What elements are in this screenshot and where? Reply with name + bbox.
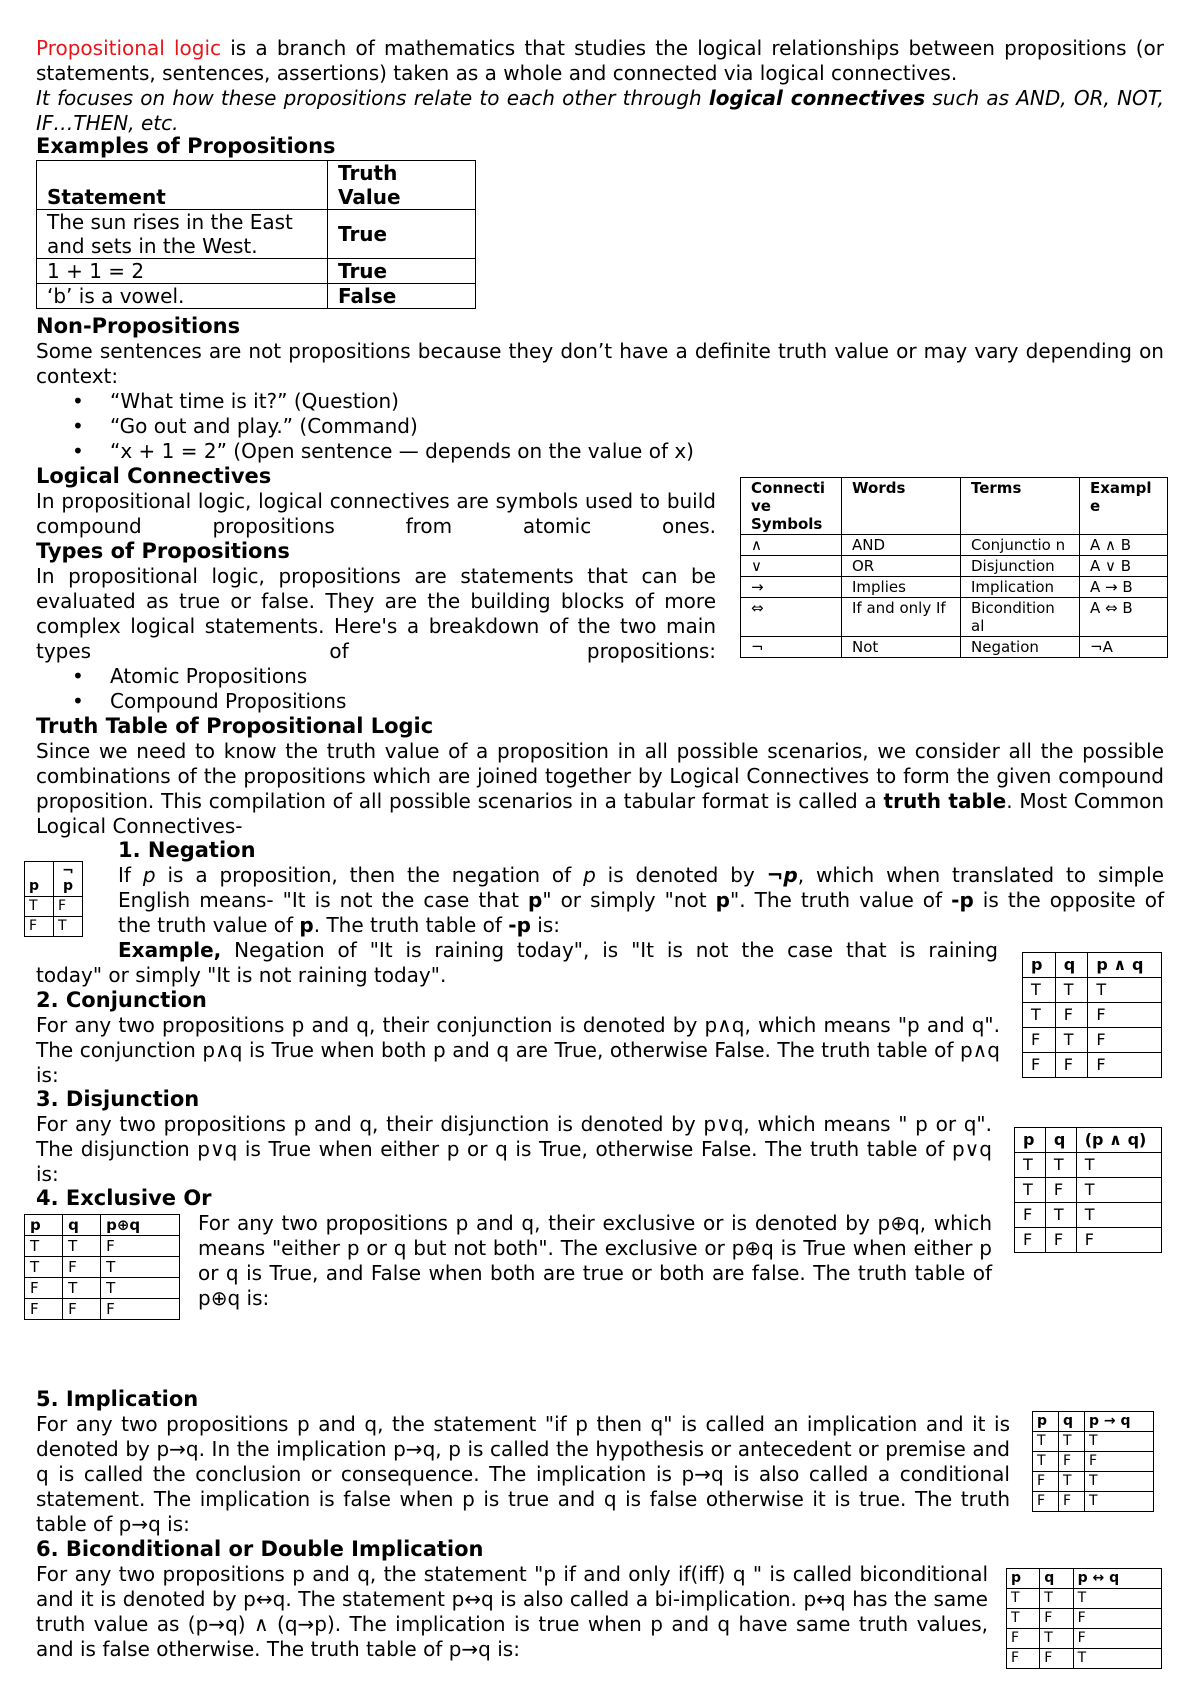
disj-cell: T xyxy=(1076,1153,1161,1178)
disjunction-header: q xyxy=(1045,1128,1076,1153)
examples-cell: ‘b’ is a vowel. xyxy=(37,284,328,309)
connectives-cell: Conjunctio n xyxy=(961,535,1080,556)
neg-t: p xyxy=(299,913,314,937)
examples-header-statement: Statement xyxy=(37,161,328,210)
list-item: • Compound Propositions xyxy=(110,689,750,714)
biconditional-heading: 6. Biconditional or Double Implication xyxy=(36,1537,484,1561)
xor-header: p xyxy=(25,1215,63,1236)
bicond-cell: F xyxy=(1040,1609,1073,1629)
disj-cell: F xyxy=(1045,1178,1076,1203)
xor-table xyxy=(24,1214,180,1320)
xor-heading: 4. Exclusive Or xyxy=(36,1186,212,1210)
neg-t: . The truth table of xyxy=(313,913,509,937)
conj-cell: F xyxy=(1023,1053,1056,1078)
conj-cell: T xyxy=(1055,1028,1088,1053)
disj-cell: F xyxy=(1015,1203,1046,1228)
disj-cell: T xyxy=(1076,1203,1161,1228)
neg-t: is denoted by xyxy=(595,863,767,887)
conj-cell: F xyxy=(1055,1053,1088,1078)
impl-cell: T xyxy=(1033,1452,1059,1472)
negation-cell: T xyxy=(25,897,54,917)
disj-cell: T xyxy=(1015,1153,1046,1178)
neg-t: p xyxy=(715,888,730,912)
examples-cell: True xyxy=(328,210,476,259)
connectives-cell: A ∧ B xyxy=(1080,535,1168,556)
neg-t: Example, xyxy=(118,938,222,962)
bicond-cell: T xyxy=(1007,1589,1040,1609)
disj-cell: T xyxy=(1045,1153,1076,1178)
examples-cell: 1 + 1 = 2 xyxy=(37,259,328,284)
non-propositions-text: Some sentences are not propositions because they don’t have a definite truth value or may vary depending on context: xyxy=(36,339,1164,388)
negation-line-2 xyxy=(118,888,1164,913)
connectives-cell: ¬A xyxy=(1080,637,1168,658)
neg-t: " or simply "not xyxy=(542,888,716,912)
negation-example-line-2: today" or simply "It is not raining today". xyxy=(36,963,447,987)
examples-header-truth: Truth Value xyxy=(328,161,476,210)
biconditional-text: For any two propositions p and q, the statement "p if and only if(iff) q " is called biconditional and it is denoted by p↔q. The statement p↔q is also called a bi-implication. p↔q has the same truth value as (p→q) ∧ (q→p). The implication is true when p and q have same truth values, and is false otherwise. The truth table of p→q is: xyxy=(36,1562,988,1661)
impl-cell: T xyxy=(1058,1472,1084,1492)
negation-line-3 xyxy=(118,913,1164,938)
impl-cell: T xyxy=(1084,1432,1153,1452)
types-text: In propositional logic, propositions are statements that can be evaluated as true or false. They are the building blocks of more complex logical statements. Here's a breakdown of the two main types of propositions: xyxy=(36,564,716,663)
connectives-cell: → xyxy=(741,577,842,598)
disj-cell: F xyxy=(1076,1228,1161,1253)
xor-cell: T xyxy=(101,1278,180,1299)
impl-cell: F xyxy=(1084,1452,1153,1472)
disj-cell: T xyxy=(1045,1203,1076,1228)
list-item: • “x + 1 = 2” (Open sentence — depends on the value of x) xyxy=(110,439,1200,464)
implication-heading: 5. Implication xyxy=(36,1387,199,1411)
neg-t: -p xyxy=(951,888,974,912)
truth-table-text-b: truth table xyxy=(883,789,1007,813)
impl-cell: T xyxy=(1084,1472,1153,1492)
connectives-cell: A ∨ B xyxy=(1080,556,1168,577)
implication-header: p → q xyxy=(1084,1412,1153,1432)
conj-cell: F xyxy=(1088,1028,1162,1053)
impl-cell: T xyxy=(1058,1432,1084,1452)
list-item: • Atomic Propositions xyxy=(110,664,750,689)
conj-cell: F xyxy=(1023,1028,1056,1053)
bicond-cell: T xyxy=(1040,1589,1073,1609)
conjunction-header: p xyxy=(1023,953,1056,978)
bicond-header: q xyxy=(1040,1569,1073,1589)
conj-cell: F xyxy=(1088,1003,1162,1028)
connectives-header: Terms xyxy=(961,478,1080,535)
xor-cell: T xyxy=(63,1236,101,1257)
xor-cell: F xyxy=(25,1299,63,1320)
truth-table-text xyxy=(36,739,1164,839)
xor-cell: T xyxy=(25,1257,63,1278)
disj-cell: T xyxy=(1015,1178,1046,1203)
connectives-cell: ⇔ xyxy=(741,598,842,637)
disjunction-heading: 3. Disjunction xyxy=(36,1087,200,1111)
connectives-cell: Not xyxy=(842,637,961,658)
implication-table xyxy=(1032,1411,1154,1512)
negation-cell: T xyxy=(54,917,83,937)
intro-text: is a branch of mathematics that studies the logical relationships between propositions (or statements, sentences, assertions) taken as a whole and connected via logical connectives. xyxy=(36,36,1164,85)
xor-cell: F xyxy=(101,1236,180,1257)
examples-heading: Examples of Propositions xyxy=(36,134,336,158)
neg-t: the truth value of xyxy=(118,913,300,937)
connectives-cell: ∨ xyxy=(741,556,842,577)
xor-cell: T xyxy=(25,1236,63,1257)
connectives-cell: Implies xyxy=(842,577,961,598)
bicond-cell: F xyxy=(1073,1609,1161,1629)
xor-cell: T xyxy=(101,1257,180,1278)
negation-line-1 xyxy=(118,863,1164,888)
xor-cell: F xyxy=(63,1257,101,1278)
examples-cell: False xyxy=(328,284,476,309)
conj-cell: T xyxy=(1023,978,1056,1003)
neg-t: is the opposite of xyxy=(973,888,1164,912)
intro-focus-a: It focuses on how these propositions relate to each other through xyxy=(36,86,709,110)
conj-cell: F xyxy=(1088,1053,1162,1078)
xor-cell: F xyxy=(63,1299,101,1320)
neg-t: is a proposition, then the negation of xyxy=(155,863,584,887)
neg-t: p xyxy=(142,863,156,887)
disjunction-header: p xyxy=(1015,1128,1046,1153)
negation-header: p xyxy=(25,862,54,897)
neg-t: English means- "It is not the case that xyxy=(118,888,528,912)
list-item: • “What time is it?” (Question) xyxy=(110,389,1200,414)
neg-t: is: xyxy=(530,913,560,937)
connectives-table xyxy=(740,477,1168,658)
bicond-header: p ↔ q xyxy=(1073,1569,1161,1589)
connectives-cell: Negation xyxy=(961,637,1080,658)
neg-t: p xyxy=(528,888,543,912)
truth-table-heading: Truth Table of Propositional Logic xyxy=(36,714,434,738)
negation-cell: F xyxy=(54,897,83,917)
connectives-cell: Bicondition al xyxy=(961,598,1080,637)
impl-cell: F xyxy=(1058,1452,1084,1472)
bicond-cell: T xyxy=(1040,1629,1073,1649)
bicond-cell: T xyxy=(1073,1649,1161,1669)
disj-cell: F xyxy=(1045,1228,1076,1253)
bicond-cell: T xyxy=(1073,1589,1161,1609)
connectives-cell: Implication xyxy=(961,577,1080,598)
non-propositions-heading: Non-Propositions xyxy=(36,314,241,338)
connectives-heading: Logical Connectives xyxy=(36,464,272,488)
connectives-cell: A ⇔ B xyxy=(1080,598,1168,637)
bicond-header: p xyxy=(1007,1569,1040,1589)
intro-focus-c: such as AND, OR, NOT, IF…THEN, etc. xyxy=(36,86,1165,135)
negation-table xyxy=(24,861,83,937)
examples-cell: The sun rises in the East and sets in the West. xyxy=(37,210,328,259)
implication-text: For any two propositions p and q, the statement "if p then q" is called an implication and it is denoted by p→q. In the implication p→q, p is called the hypothesis or antecedent or premise and q is called the conclusion or consequence. The implication is p→q is also called a conditional statement. The implication is false when p is true and q is false otherwise it is true. The truth table of p→q is: xyxy=(36,1412,1010,1536)
connectives-cell: A → B xyxy=(1080,577,1168,598)
impl-cell: T xyxy=(1033,1432,1059,1452)
connectives-cell: If and only If xyxy=(842,598,961,637)
xor-cell: F xyxy=(101,1299,180,1320)
xor-cell: F xyxy=(25,1278,63,1299)
impl-cell: F xyxy=(1033,1492,1059,1512)
neg-t: Negation of "It is raining today", is "It is not the case that is raining xyxy=(221,938,998,962)
list-item: • “Go out and play.” (Command) xyxy=(110,414,1200,439)
bicond-cell: F xyxy=(1007,1649,1040,1669)
implication-header: q xyxy=(1058,1412,1084,1432)
neg-t: ". The truth value of xyxy=(730,888,952,912)
truth-table-text-c: . Most Common Logical Connectives- xyxy=(36,789,1164,838)
connectives-header: Exampl e xyxy=(1080,478,1168,535)
disj-cell: T xyxy=(1076,1178,1161,1203)
connectives-text: In propositional logic, logical connectives are symbols used to build compound propositions from atomic ones. xyxy=(36,489,716,538)
neg-t: ¬p xyxy=(766,863,798,887)
connectives-cell: AND xyxy=(842,535,961,556)
types-list xyxy=(40,664,750,714)
xor-cell: T xyxy=(63,1278,101,1299)
neg-t: p xyxy=(583,863,596,887)
implication-header: p xyxy=(1033,1412,1059,1432)
xor-header: q xyxy=(63,1215,101,1236)
intro-focus-b: logical connectives xyxy=(708,86,926,110)
disjunction-header: (p ∧ q) xyxy=(1076,1128,1161,1153)
impl-cell: F xyxy=(1058,1492,1084,1512)
conj-cell: F xyxy=(1055,1003,1088,1028)
negation-header: ¬ p xyxy=(54,862,83,897)
negation-example-line-1 xyxy=(118,938,998,963)
negation-heading: 1. Negation xyxy=(118,838,256,862)
negation-cell: F xyxy=(25,917,54,937)
bicond-cell: F xyxy=(1040,1649,1073,1669)
conjunction-header: p ∧ q xyxy=(1088,953,1162,978)
xor-text: For any two propositions p and q, their exclusive or is denoted by p⊕q, which means "either p or q but not both". The exclusive or p⊕q is True when either p or q is True, and False when both are true or both are false. The truth table of p⊕q is: xyxy=(198,1211,992,1310)
connectives-cell: Disjunction xyxy=(961,556,1080,577)
intro-term: Propositional logic xyxy=(36,36,221,60)
conjunction-text: For any two propositions p and q, their conjunction is denoted by p∧q, which means "p and q". The conjunction p∧q is True when both p and q are True, otherwise False. The truth table of p∧q is: xyxy=(36,1013,1000,1087)
disj-cell: F xyxy=(1015,1228,1046,1253)
connectives-cell: OR xyxy=(842,556,961,577)
connectives-cell: ∧ xyxy=(741,535,842,556)
conj-cell: T xyxy=(1023,1003,1056,1028)
conj-cell: T xyxy=(1088,978,1162,1003)
bicond-cell: F xyxy=(1073,1629,1161,1649)
examples-table xyxy=(36,160,476,309)
types-heading: Types of Propositions xyxy=(36,539,290,563)
impl-cell: F xyxy=(1033,1472,1059,1492)
xor-header: p⊕q xyxy=(101,1215,180,1236)
conjunction-heading: 2. Conjunction xyxy=(36,988,207,1012)
connectives-cell: ¬ xyxy=(741,637,842,658)
connectives-header: Words xyxy=(842,478,961,535)
intro-paragraph xyxy=(36,36,1164,136)
biconditional-table xyxy=(1006,1568,1162,1669)
non-propositions-list xyxy=(40,389,1200,464)
impl-cell: T xyxy=(1084,1492,1153,1512)
connectives-header: Connecti ve Symbols xyxy=(741,478,842,535)
conjunction-header: q xyxy=(1055,953,1088,978)
neg-t: If xyxy=(118,863,143,887)
disjunction-text: For any two propositions p and q, their disjunction is denoted by p∨q, which means " p or q". The disjunction p∨q is True when either p or q is True, otherwise False. The truth table of p∨q is: xyxy=(36,1112,992,1186)
conjunction-table xyxy=(1022,952,1162,1078)
neg-t: , which when translated to simple xyxy=(797,863,1164,887)
conj-cell: T xyxy=(1055,978,1088,1003)
truth-table-text-a: Since we need to know the truth value of a proposition in all possible scenarios, we consider all the possible combinations of the propositions which are joined together by Logical Connectives to form the given compound proposition. This compilation of all possible scenarios in a tabular format is called a xyxy=(36,739,1164,813)
examples-cell: True xyxy=(328,259,476,284)
neg-t: -p xyxy=(508,913,531,937)
bicond-cell: F xyxy=(1007,1629,1040,1649)
bicond-cell: T xyxy=(1007,1609,1040,1629)
disjunction-table xyxy=(1014,1127,1162,1253)
